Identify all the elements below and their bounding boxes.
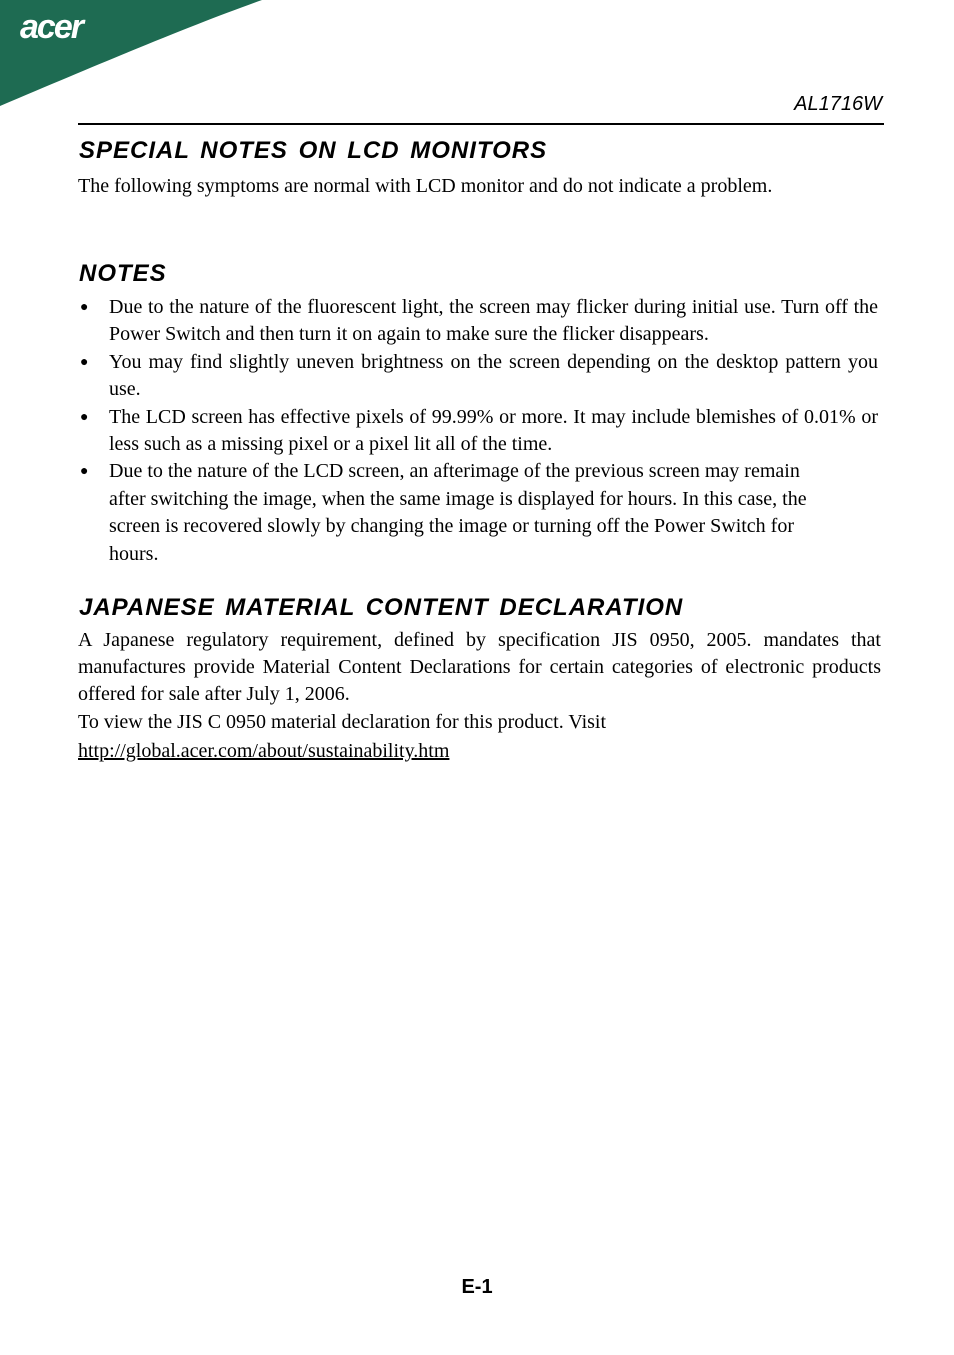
acer-logo: acer: [20, 8, 82, 46]
note-text: Due to the nature of the LCD screen, an afterimage of the previous screen may remain after switching the image, when the same image is displayed for hours. In this case, the screen is recovered slowly by changing the image or turning off the Power Switch for hours.: [109, 460, 807, 565]
acer-header-banner: [0, 0, 270, 110]
notes-heading: NOTES: [79, 260, 167, 287]
japanese-declaration-body: A Japanese regulatory requirement, defined by specification JIS 0950, 2005. mandates that manufactures provide Material Content Declarations for certain categories of electronic products offered for sale after July 1, 2006.: [78, 629, 881, 705]
bullet-icon: ●: [80, 354, 89, 370]
sustainability-link-line: [78, 738, 881, 765]
list-item: [78, 349, 878, 404]
header-divider: [78, 123, 884, 125]
list-item: [78, 404, 878, 459]
note-text: The LCD screen has effective pixels of 99.99% or more. It may include blemishes of 0.01% or less such as a missing pixel or a pixel lit all of the time.: [109, 405, 878, 456]
visit-instruction: To view the JIS C 0950 material declaration for this product. Visit: [78, 711, 607, 733]
special-notes-heading: SPECIAL NOTES ON LCD MONITORS: [79, 137, 548, 164]
note-text: You may find slightly uneven brightness on the screen depending on the desktop pattern you use.: [109, 350, 878, 401]
model-number: AL1716W: [794, 93, 882, 115]
japanese-declaration-heading: JAPANESE MATERIAL CONTENT DECLARATION: [79, 594, 684, 621]
list-item: [78, 458, 878, 568]
bullet-icon: ●: [80, 300, 89, 315]
page-number: E-1: [461, 1276, 493, 1298]
note-text: Due to the nature of the fluorescent light, the screen may flicker during initial use. Turn off the Power Switch and then turn it on again to make sure the flicker disappears.: [109, 296, 878, 346]
bullet-icon: ●: [80, 409, 89, 425]
sustainability-link[interactable]: http://global.acer.com/about/sustainability.htm: [78, 740, 450, 762]
special-notes-intro: The following symptoms are normal with LCD monitor and do not indicate a problem.: [78, 175, 773, 197]
notes-list: [78, 294, 878, 568]
list-item: [78, 294, 878, 349]
bullet-icon: ●: [80, 464, 89, 480]
